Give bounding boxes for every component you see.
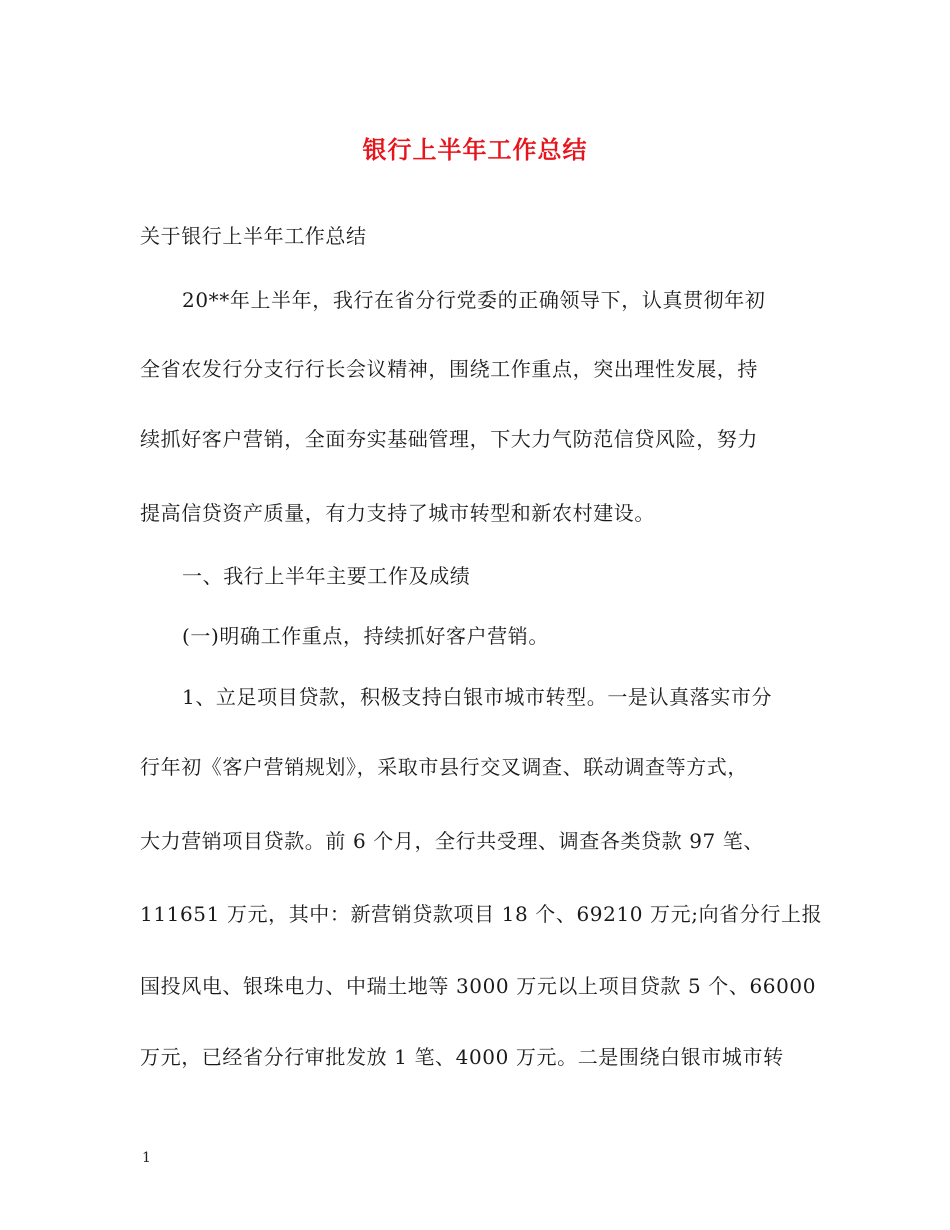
- paragraph-line: 国投风电、银珠电力、中瑞土地等 3000 万元以上项目贷款 5 个、66000: [140, 974, 817, 998]
- paragraph-line: 万元，已经省分行审批发放 1 笔、4000 万元。二是围绕白银市城市转: [140, 1045, 784, 1069]
- paragraph-line: 大力营销项目贷款。前 6 个月，全行共受理、调查各类贷款 97 笔、: [140, 829, 765, 853]
- paragraph-line: 行年初《客户营销规划》，采取市县行交叉调查、联动调查等方式，: [140, 755, 748, 779]
- subsection-heading: (一)明确工作重点，持续抓好客户营销。: [182, 624, 550, 648]
- paragraph-line: 全省农发行分支行行长会议精神，围绕工作重点，突出理性发展，持: [140, 357, 758, 381]
- paragraph-line: 续抓好客户营销，全面夯实基础管理，下大力气防范信贷风险，努力: [140, 427, 758, 451]
- paragraph-line: 111651 万元，其中：新营销贷款项目 18 个、69210 万元;向省分行上报: [140, 902, 823, 926]
- paragraph-line: 提高信贷资产质量，有力支持了城市转型和新农村建设。: [140, 501, 655, 525]
- page-number: 1: [142, 1150, 151, 1166]
- document-subtitle: 关于银行上半年工作总结: [140, 224, 367, 248]
- document-title: 银行上半年工作总结: [362, 135, 588, 164]
- section-heading: 一、我行上半年主要工作及成绩: [182, 564, 471, 588]
- paragraph-line: 1、立足项目贷款，积极支持白银市城市转型。一是认真落实市分: [182, 685, 773, 709]
- paragraph-line: 20**年上半年，我行在省分行党委的正确领导下，认真贯彻年初: [182, 288, 766, 312]
